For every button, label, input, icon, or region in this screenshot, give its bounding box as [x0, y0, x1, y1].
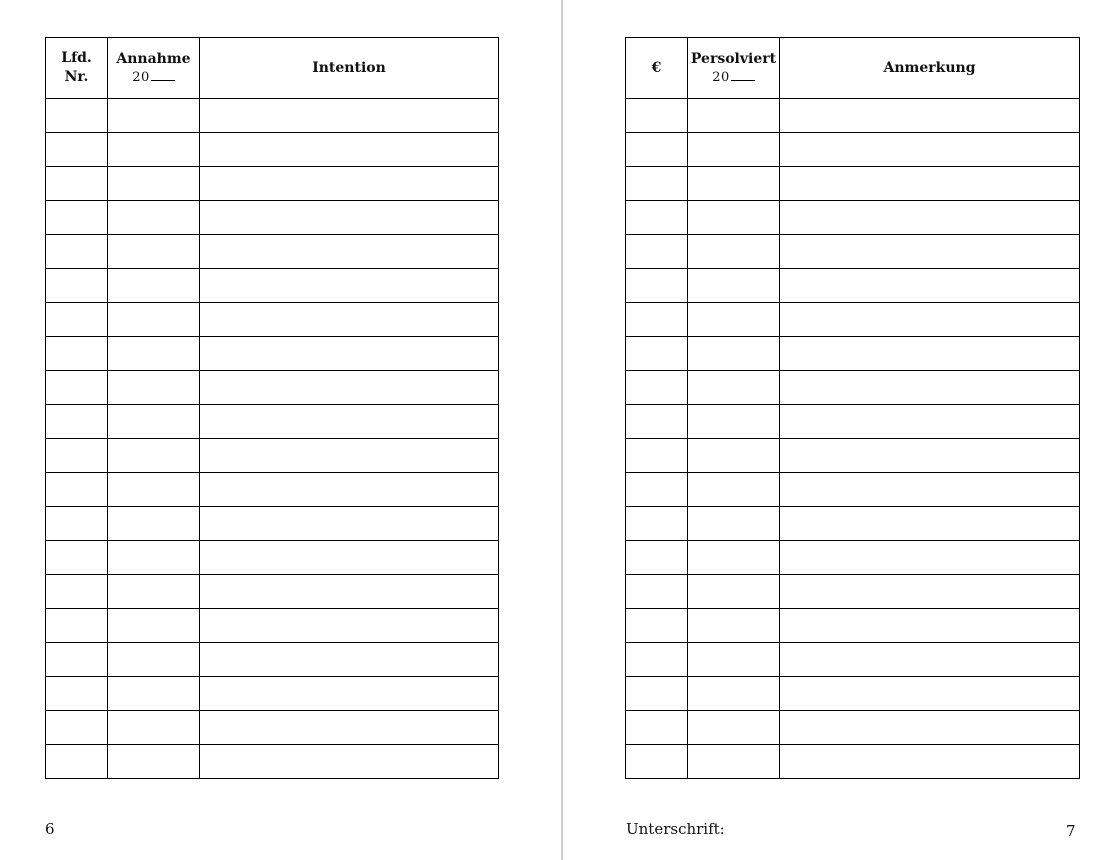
table-cell	[108, 745, 200, 779]
table-cell	[200, 201, 499, 235]
table-cell	[626, 643, 688, 677]
table-cell	[46, 133, 108, 167]
table-cell	[46, 541, 108, 575]
table-row	[626, 439, 1080, 473]
table-row	[626, 371, 1080, 405]
table-row	[626, 269, 1080, 303]
table-cell	[46, 303, 108, 337]
table-cell	[626, 99, 688, 133]
table-cell	[626, 745, 688, 779]
table-cell	[200, 575, 499, 609]
table-row	[626, 677, 1080, 711]
table-cell	[626, 133, 688, 167]
table-row	[626, 643, 1080, 677]
table-cell	[688, 337, 780, 371]
table-cell	[626, 337, 688, 371]
table-cell	[626, 609, 688, 643]
table-cell	[200, 371, 499, 405]
table-cell	[688, 711, 780, 745]
column-header-accepted-label: Annahme	[116, 50, 191, 67]
table-row	[626, 167, 1080, 201]
table-cell	[200, 677, 499, 711]
table-cell	[108, 677, 200, 711]
table-row	[46, 337, 499, 371]
table-cell	[780, 337, 1080, 371]
column-header-number-line1: Lfd.	[61, 50, 92, 67]
table-body	[46, 99, 499, 779]
accepted-year-field	[108, 69, 199, 87]
table-header-row	[46, 38, 499, 99]
table-cell	[108, 133, 200, 167]
table-cell	[688, 609, 780, 643]
column-header-currency: €	[626, 38, 688, 99]
table-row	[46, 269, 499, 303]
accepted-year-blank	[151, 70, 175, 81]
table-row	[626, 235, 1080, 269]
table-cell	[626, 405, 688, 439]
table-row	[46, 167, 499, 201]
table-cell	[688, 371, 780, 405]
column-header-number	[46, 38, 108, 99]
signature-label: Unterschrift:	[626, 820, 725, 838]
table-row	[46, 507, 499, 541]
table-cell	[626, 711, 688, 745]
table-cell	[200, 167, 499, 201]
table-cell	[46, 473, 108, 507]
table-row	[626, 575, 1080, 609]
table-cell	[688, 643, 780, 677]
table-cell	[200, 269, 499, 303]
table-cell	[46, 405, 108, 439]
table-row	[46, 439, 499, 473]
table-row	[46, 99, 499, 133]
table-cell	[688, 745, 780, 779]
table-cell	[46, 609, 108, 643]
table-cell	[46, 507, 108, 541]
table-row	[626, 473, 1080, 507]
table-cell	[108, 405, 200, 439]
table-cell	[780, 643, 1080, 677]
intention-ledger-table	[45, 37, 499, 779]
table-cell	[46, 677, 108, 711]
paid-year-blank	[731, 70, 755, 81]
table-cell	[780, 303, 1080, 337]
table-cell	[780, 235, 1080, 269]
table-row	[46, 201, 499, 235]
table-cell	[626, 439, 688, 473]
table-cell	[688, 405, 780, 439]
table-cell	[46, 235, 108, 269]
table-cell	[626, 575, 688, 609]
table-cell	[626, 507, 688, 541]
table-cell	[626, 473, 688, 507]
table-cell	[626, 201, 688, 235]
table-cell	[626, 269, 688, 303]
table-cell	[200, 405, 499, 439]
table-cell	[780, 99, 1080, 133]
table-cell	[780, 371, 1080, 405]
table-cell	[688, 201, 780, 235]
table-cell	[780, 269, 1080, 303]
table-cell	[688, 507, 780, 541]
table-cell	[200, 303, 499, 337]
paid-year-prefix: 20	[712, 69, 730, 85]
table-cell	[688, 303, 780, 337]
table-cell	[688, 439, 780, 473]
table-row	[626, 609, 1080, 643]
table-cell	[200, 473, 499, 507]
table-cell	[780, 133, 1080, 167]
table-cell	[626, 371, 688, 405]
table-cell	[46, 337, 108, 371]
table-cell	[200, 711, 499, 745]
table-row	[46, 575, 499, 609]
table-cell	[200, 439, 499, 473]
table-row	[626, 507, 1080, 541]
table-cell	[200, 133, 499, 167]
table-row	[626, 711, 1080, 745]
table-cell	[780, 201, 1080, 235]
table-cell	[108, 269, 200, 303]
table-cell	[200, 643, 499, 677]
table-cell	[46, 99, 108, 133]
table-cell	[626, 167, 688, 201]
table-cell	[46, 745, 108, 779]
table-cell	[626, 541, 688, 575]
table-cell	[780, 711, 1080, 745]
table-cell	[108, 371, 200, 405]
paid-year-field	[688, 69, 779, 87]
table-cell	[688, 677, 780, 711]
table-cell	[46, 575, 108, 609]
table-cell	[626, 303, 688, 337]
accepted-year-prefix: 20	[132, 69, 150, 85]
table-cell	[200, 235, 499, 269]
table-cell	[688, 541, 780, 575]
table-cell	[780, 473, 1080, 507]
table-row	[626, 133, 1080, 167]
table-row	[626, 405, 1080, 439]
table-row	[626, 337, 1080, 371]
column-header-intention: Intention	[200, 38, 499, 99]
table-cell	[688, 133, 780, 167]
column-header-accepted	[108, 38, 200, 99]
payment-ledger-table	[625, 37, 1080, 779]
table-row	[46, 745, 499, 779]
table-cell	[626, 235, 688, 269]
table-cell	[780, 439, 1080, 473]
table-cell	[108, 99, 200, 133]
table-cell	[780, 677, 1080, 711]
page-divider	[561, 0, 563, 860]
table-row	[626, 99, 1080, 133]
table-row	[626, 745, 1080, 779]
table-row	[46, 541, 499, 575]
table-row	[46, 643, 499, 677]
table-cell	[46, 439, 108, 473]
table-cell	[780, 405, 1080, 439]
table-cell	[108, 711, 200, 745]
table-cell	[688, 473, 780, 507]
table-cell	[200, 99, 499, 133]
table-row	[626, 201, 1080, 235]
table-cell	[780, 541, 1080, 575]
table-cell	[200, 609, 499, 643]
table-cell	[108, 167, 200, 201]
table-row	[46, 235, 499, 269]
table-cell	[46, 167, 108, 201]
column-header-paid	[688, 38, 780, 99]
page-number-left: 6	[45, 820, 55, 838]
table-cell	[46, 269, 108, 303]
table-cell	[46, 201, 108, 235]
table-row	[46, 133, 499, 167]
table-cell	[200, 507, 499, 541]
column-header-paid-label: Persolviert	[690, 50, 777, 67]
table-cell	[780, 745, 1080, 779]
column-header-number-line2: Nr.	[64, 69, 89, 85]
table-cell	[688, 575, 780, 609]
table-body	[626, 99, 1080, 779]
table-cell	[108, 507, 200, 541]
page-number-right: 7	[1066, 822, 1076, 840]
table-cell	[688, 235, 780, 269]
table-cell	[108, 337, 200, 371]
table-cell	[108, 575, 200, 609]
table-cell	[108, 201, 200, 235]
table-cell	[780, 167, 1080, 201]
table-cell	[108, 473, 200, 507]
table-cell	[780, 507, 1080, 541]
table-cell	[108, 303, 200, 337]
table-row	[46, 303, 499, 337]
table-header-row	[626, 38, 1080, 99]
table-cell	[46, 371, 108, 405]
table-cell	[688, 99, 780, 133]
table-row	[626, 303, 1080, 337]
table-cell	[626, 677, 688, 711]
table-cell	[108, 541, 200, 575]
table-row	[46, 473, 499, 507]
table-cell	[200, 745, 499, 779]
table-row	[46, 371, 499, 405]
table-cell	[108, 643, 200, 677]
table-cell	[780, 609, 1080, 643]
table-cell	[780, 575, 1080, 609]
table-row	[46, 405, 499, 439]
table-cell	[108, 235, 200, 269]
table-cell	[108, 609, 200, 643]
table-cell	[46, 643, 108, 677]
table-cell	[46, 711, 108, 745]
table-row	[626, 541, 1080, 575]
table-cell	[108, 439, 200, 473]
table-row	[46, 609, 499, 643]
column-header-remark: Anmerkung	[780, 38, 1080, 99]
table-cell	[688, 269, 780, 303]
table-row	[46, 677, 499, 711]
table-cell	[688, 167, 780, 201]
table-cell	[200, 541, 499, 575]
table-row	[46, 711, 499, 745]
table-cell	[200, 337, 499, 371]
